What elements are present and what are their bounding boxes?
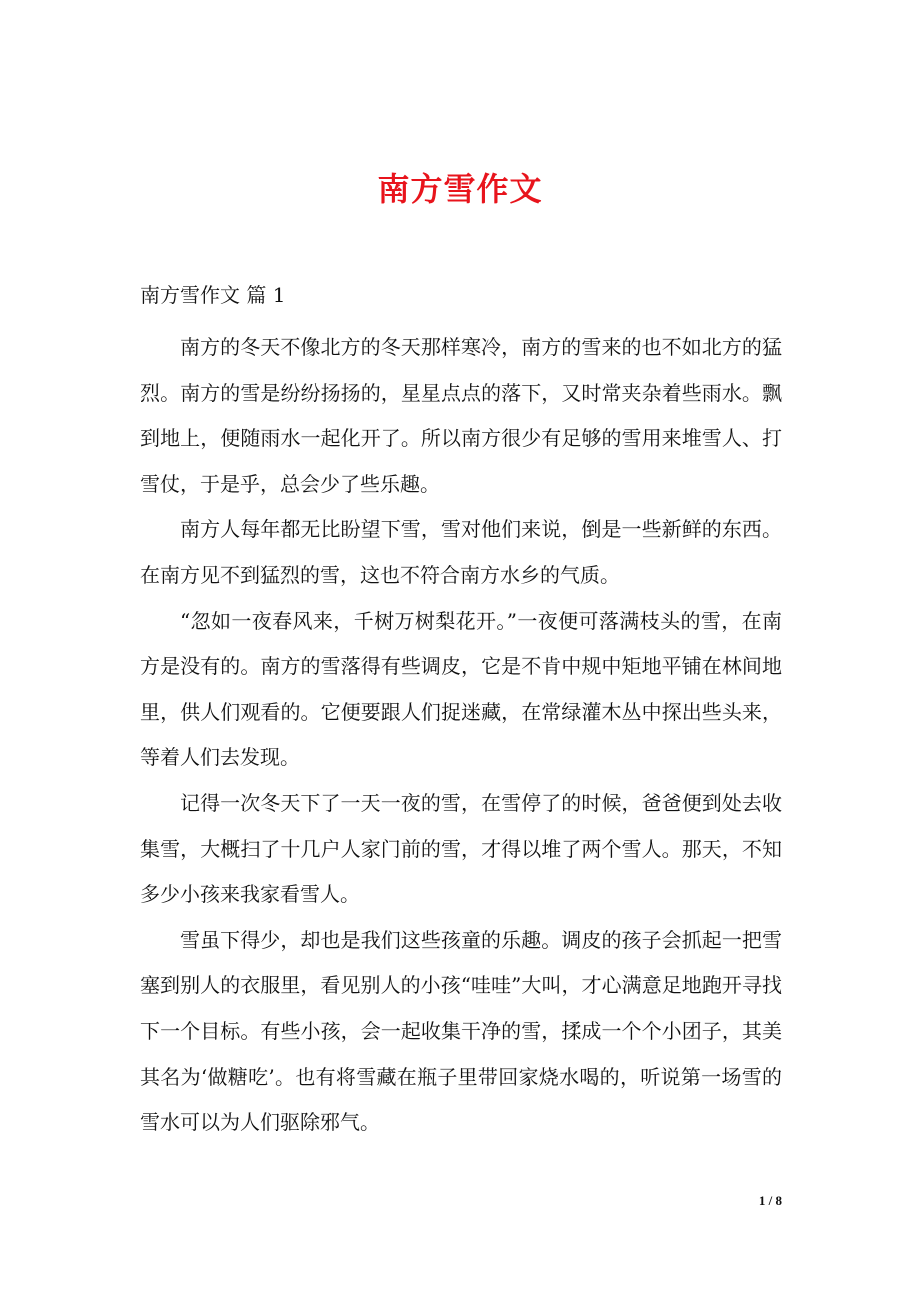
paragraph-1: 南方的冬天不像北方的冬天那样寒冷，南方的雪来的也不如北方的猛烈。南方的雪是纷纷扬扬的，星星点点的落下，又时常夹杂着些雨水。飘到地上，便随雨水一起化开了。所以南方很少有足够的雪用来堆雪人、打雪仗，于是乎，总会少了些乐趣。 (140, 335, 782, 496)
page-number: 1 / 8 (758, 1193, 782, 1208)
paragraph-5: 雪虽下得少，却也是我们这些孩童的乐趣。调皮的孩子会抓起一把雪塞到别人的衣服里，看见别人的小孩“哇哇”大叫，才心满意足地跑开寻找下一个目标。有些小孩，会一起收集干净的雪，揉成一个个小团子，其美其名为‘做糖吃’。也有将雪藏在瓶子里带回家烧水喝的，听说第一场雪的雪水可以为人们驱除邪气。 (140, 927, 782, 1135)
section-heading: 南方雪作文 篇 1 (140, 283, 286, 307)
paragraph-4: 记得一次冬天下了一天一夜的雪，在雪停了的时候，爸爸便到处去收集雪，大概扫了十几户人家门前的雪，才得以堆了两个雪人。那天，不知多少小孩来我家看雪人。 (140, 790, 782, 907)
article-body (140, 325, 782, 1146)
document-title: 南方雪作文 (377, 170, 543, 209)
paragraph-2: 南方人每年都无比盼望下雪，雪对他们来说，倒是一些新鲜的东西。在南方见不到猛烈的雪，这也不符合南方水乡的气质。 (140, 517, 782, 587)
paragraph-3: “忽如一夜春风来，千树万树梨花开。”一夜便可落满枝头的雪，在南方是没有的。南方的雪落得有些调皮，它是不肯中规中矩地平铺在林间地里，供人们观看的。它便要跟人们捉迷藏，在常绿灌木丛中探出些头来，等着人们去发现。 (140, 608, 782, 770)
